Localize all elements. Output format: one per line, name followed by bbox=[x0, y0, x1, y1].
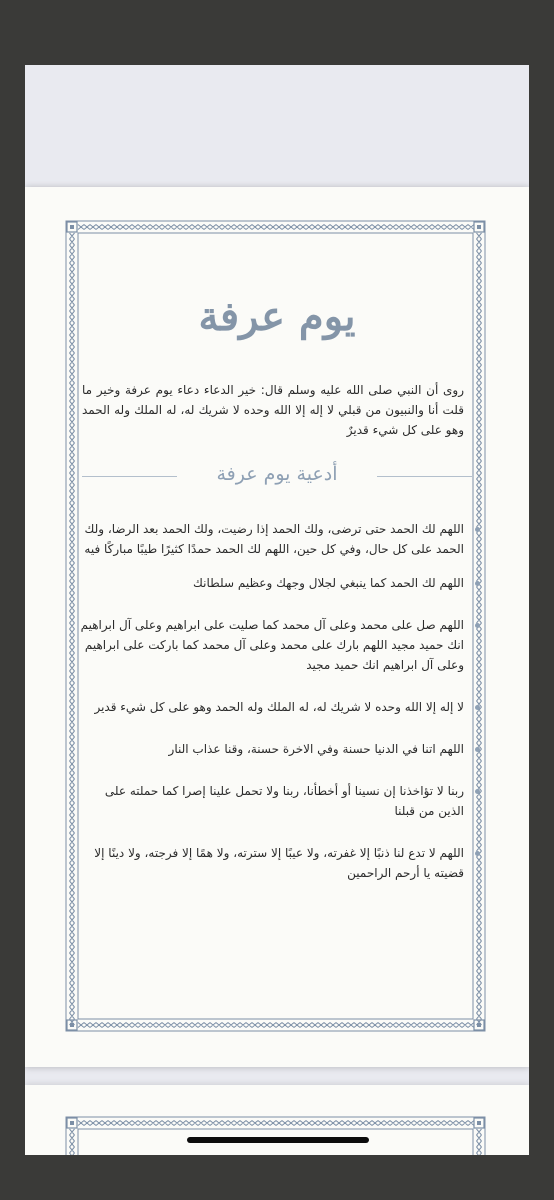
dua-text: اللهم لا تدع لنا ذنبًا إلا غفرته، ولا عيبًا إلا سترته، ولا همًا إلا فرجته، ولا دينًا إلا قضيته يا أرحم الراحمين bbox=[94, 846, 464, 880]
bullet-icon bbox=[475, 581, 480, 586]
list-item bbox=[80, 519, 480, 559]
dua-text: اللهم لك الحمد كما ينبغي لجلال وجهك وعظيم سلطانك bbox=[193, 576, 464, 590]
bullet-icon bbox=[475, 851, 480, 856]
section-title: أدعية يوم عرفة bbox=[216, 463, 338, 485]
list-item bbox=[80, 843, 480, 883]
home-indicator[interactable] bbox=[187, 1137, 369, 1143]
page-title: يوم عرفة bbox=[198, 293, 356, 340]
bullet-icon bbox=[475, 789, 480, 794]
bullet-icon bbox=[475, 527, 480, 532]
dua-text: اللهم لك الحمد حتى ترضى، ولك الحمد إذا رضيت، ولك الحمد بعد الرضا، ولك الحمد على كل حال، وفي كل حين، اللهم لك الحمد حمدًا كثيرًا طيبًا مباركًا فيه bbox=[84, 522, 464, 556]
list-item bbox=[80, 739, 480, 759]
section-heading bbox=[82, 459, 472, 489]
list-item bbox=[80, 573, 480, 593]
list-item bbox=[80, 615, 480, 675]
dua-text: لا إله إلا الله وحده لا شريك له، له الملك وله الحمد وهو على كل شيء قدير bbox=[94, 700, 464, 714]
list-item bbox=[80, 781, 480, 821]
next-document-page bbox=[25, 1085, 529, 1155]
decorative-border bbox=[62, 1113, 489, 1155]
list-item bbox=[80, 697, 480, 717]
bullet-icon bbox=[475, 623, 480, 628]
bullet-icon bbox=[475, 747, 480, 752]
bullet-icon bbox=[475, 705, 480, 710]
dua-list bbox=[80, 519, 480, 883]
dua-text: اللهم اتنا في الدنيا حسنة وفي الاخرة حسنة، وقنا عذاب النار bbox=[168, 742, 464, 756]
intro-paragraph: روى أن النبي صلى الله عليه وسلم قال: خير الدعاء دعاء يوم عرفة وخير ما قلت أنا والنبيون من قبلي لا إله إلا الله وحده لا شريك له، له الملك وله الحمد وهو على كل شيء قديرٌ bbox=[82, 383, 464, 437]
document-page bbox=[25, 187, 529, 1067]
dua-text: ربنا لا تؤاخذنا إن نسينا أو أخطأنا، ربنا ولا تحمل علينا إصرا كما حملته على الذين من قبلنا bbox=[104, 784, 464, 818]
document-viewer[interactable] bbox=[25, 65, 529, 1155]
dua-text: اللهم صل على محمد وعلى آل محمد كما صليت على ابراهيم وعلى آل ابراهيم انك حميد مجيد اللهم بارك على محمد وعلى آل محمد كما باركت على ابراهيم وعلى آل ابراهيم انك حميد مجيد bbox=[80, 618, 464, 672]
